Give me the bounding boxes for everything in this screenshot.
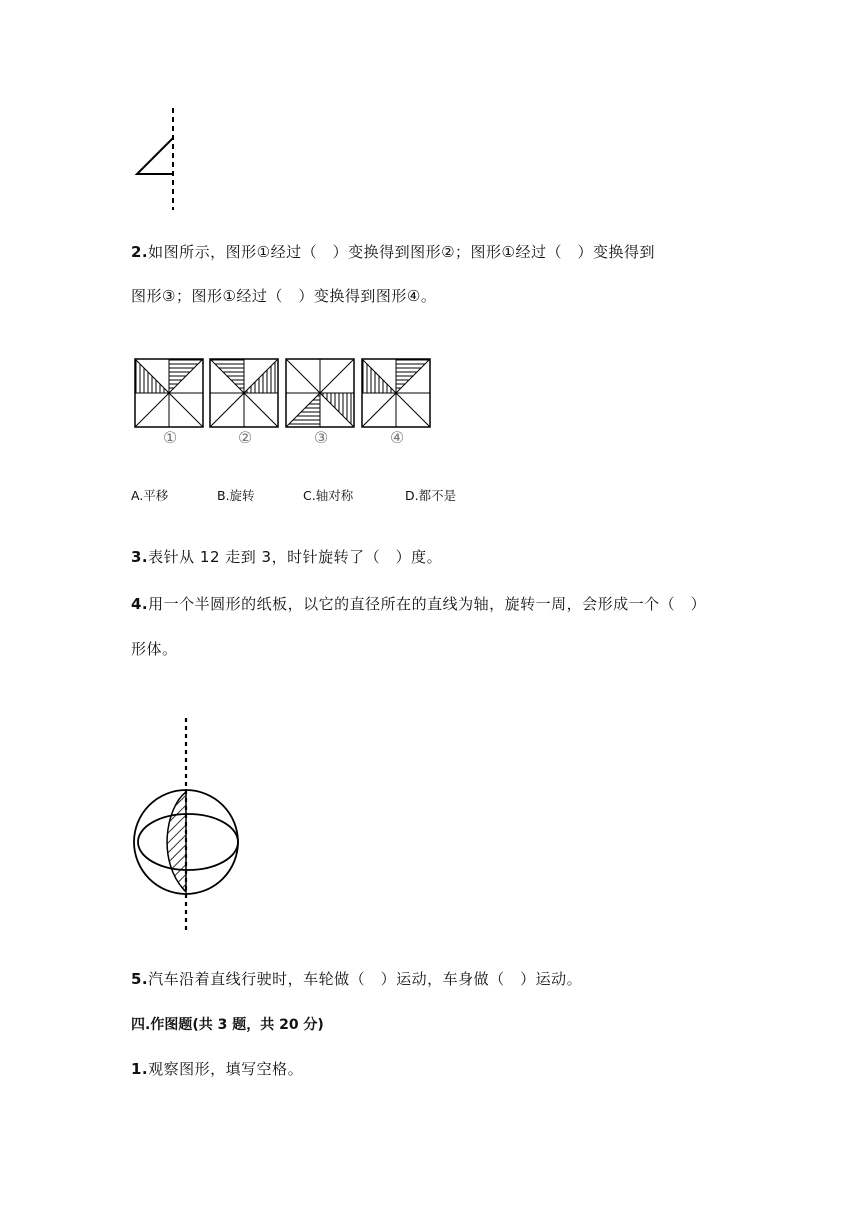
question-number: 3. <box>131 548 149 566</box>
option-c: C.轴对称 <box>303 488 354 503</box>
figure-label-3: ③ <box>313 428 329 447</box>
question-number: 5. <box>131 970 149 988</box>
option-a: A.平移 <box>131 488 169 503</box>
question-3 <box>131 546 442 567</box>
square-4 <box>362 359 430 427</box>
square-3 <box>286 359 354 427</box>
square-1 <box>135 359 203 427</box>
triangle-axis-figure <box>125 100 195 215</box>
question-number: 2. <box>131 243 149 261</box>
option-d: D.都不是 <box>405 488 457 503</box>
question-text: 表针从 12 走到 3，时针旋转了（ ）度。 <box>148 548 443 566</box>
question-4-line-2: 形体。 <box>131 640 178 658</box>
option-b: B.旋转 <box>217 488 255 503</box>
four-squares-figure <box>130 355 440 430</box>
figure-label-1: ① <box>162 428 178 447</box>
question-number: 4. <box>131 595 149 613</box>
figure-label-2: ② <box>237 428 253 447</box>
question-4-line-1 <box>131 593 706 614</box>
question-text: 观察图形，填写空格。 <box>148 1060 304 1078</box>
question-2-line-2: 图形③；图形①经过（ ）变换得到图形④。 <box>131 287 437 305</box>
section-4-question-1 <box>131 1058 303 1079</box>
sphere-rotation-figure <box>130 712 250 937</box>
question-2-line-1 <box>131 241 655 262</box>
question-text: 用一个半圆形的纸板，以它的直径所在的直线为轴，旋转一周，会形成一个（ ） <box>148 595 707 613</box>
square-2 <box>210 359 278 427</box>
question-5 <box>131 968 582 989</box>
question-text: 如图所示，图形①经过（ ）变换得到图形②；图形①经过（ ）变换得到 <box>148 243 655 261</box>
section-4-heading: 四.作图题(共 3 题，共 20 分) <box>131 1017 324 1033</box>
question-text: 汽车沿着直线行驶时，车轮做（ ）运动，车身做（ ）运动。 <box>148 970 583 988</box>
question-number: 1. <box>131 1060 149 1078</box>
figure-label-4: ④ <box>389 428 405 447</box>
